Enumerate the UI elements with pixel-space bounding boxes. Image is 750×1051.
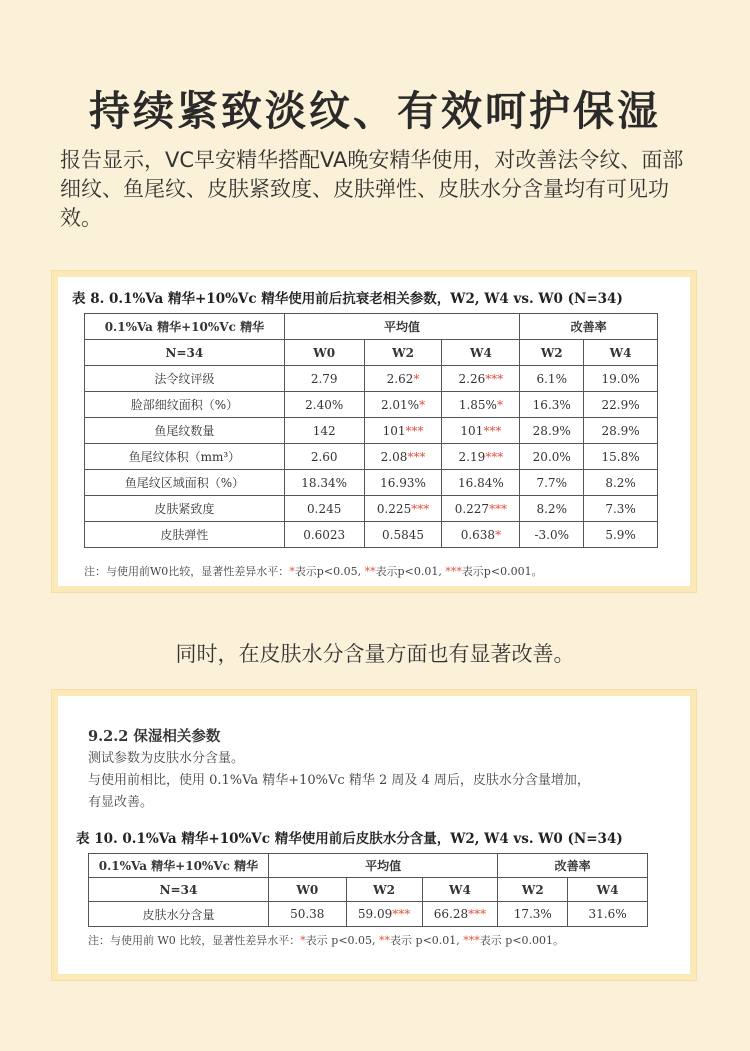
cell-w0: 2.79 [284,366,364,392]
table10-footnote: 注：与使用前 W0 比较，显著性差异水平：*表示 p<0.05, **表示 p<0.01, ***表示 p<0.001。 [88,934,565,947]
table8-footnote: 注：与使用前W0比较，显著性差异水平：*表示p<0.05, **表示p<0.01, ***表示p<0.001。 [84,565,543,578]
header-w4: W4 [422,878,498,902]
cell-w2: 2.08*** [364,444,442,470]
header-w0: W0 [268,878,346,902]
table-row [85,496,658,522]
hydration-intro: 同时，在皮肤水分含量方面也有显著改善。 [175,642,575,666]
row-name: 皮肤水分含量 [89,902,269,927]
header-improve-w2: W2 [520,340,584,366]
table-row [85,522,658,548]
cell-improve-w4: 19.0% [584,366,658,392]
row-name: 鱼尾纹体积（mm³） [85,444,285,470]
row-name: 皮肤弹性 [85,522,285,548]
cell-w4: 101*** [442,418,520,444]
row-name: 法令纹评级 [85,366,285,392]
row-name: 鱼尾纹区域面积（%） [85,470,285,496]
cell-improve-w2: 6.1% [520,366,584,392]
section-heading: 9.2.2 保湿相关参数 [88,728,221,745]
cell-w2: 101*** [364,418,442,444]
cell-improve-w2: 16.3% [520,392,584,418]
table-row [89,902,648,927]
cell-improve-w2: 17.3% [498,902,568,927]
table10-caption: 表 10. 0.1%Va 精华+10%Vc 精华使用前后皮肤水分含量，W2, W4 vs. W0 (N=34) [76,831,623,847]
cell-w0: 50.38 [268,902,346,927]
cell-w0: 142 [284,418,364,444]
cell-improve-w2: -3.0% [520,522,584,548]
cell-improve-w4: 7.3% [584,496,658,522]
table8-card [58,277,690,586]
cell-w4: 16.84% [442,470,520,496]
cell-w4: 2.19*** [442,444,520,470]
row-name: 脸部细纹面积（%） [85,392,285,418]
header-average: 平均值 [284,314,520,340]
cell-w4: 2.26*** [442,366,520,392]
cell-improve-w2: 20.0% [520,444,584,470]
cell-w2: 0.5845 [364,522,442,548]
cell-improve-w4: 31.6% [568,902,648,927]
cell-w0: 2.40% [284,392,364,418]
section-body: 测试参数为皮肤水分含量。 与使用前相比，使用 0.1%Va 精华+10%Vc 精华 2 周及 4 周后，皮肤水分含量增加， 有显改善。 [88,751,590,810]
header-average: 平均值 [268,854,497,878]
header-w4: W4 [442,340,520,366]
cell-w0: 0.245 [284,496,364,522]
cell-w2: 2.62* [364,366,442,392]
row-name: 皮肤紧致度 [85,496,285,522]
cell-improve-w4: 8.2% [584,470,658,496]
header-improvement: 改善率 [520,314,658,340]
header-n: N=34 [89,878,269,902]
cell-improve-w4: 28.9% [584,418,658,444]
anti-aging-table [84,313,658,548]
intro-paragraph: 报告显示，VC早安精华搭配VA晚安精华使用，对改善法令纹、面部细纹、鱼尾纹、皮肤紧致度、皮肤弹性、皮肤水分含量均有可见功效。 [60,148,684,230]
page-title: 持续紧致淡纹、有效呵护保湿 [89,87,661,135]
cell-w0: 18.34% [284,470,364,496]
header-w0: W0 [284,340,364,366]
header-improvement: 改善率 [498,854,648,878]
cell-w0: 2.60 [284,444,364,470]
cell-improve-w4: 5.9% [584,522,658,548]
row-name: 鱼尾纹数量 [85,418,285,444]
cell-improve-w4: 22.9% [584,392,658,418]
cell-improve-w4: 15.8% [584,444,658,470]
cell-w4: 0.638* [442,522,520,548]
cell-w2: 0.225*** [364,496,442,522]
header-n: N=34 [85,340,285,366]
header-w2: W2 [346,878,422,902]
cell-w2: 16.93% [364,470,442,496]
header-product: 0.1%Va 精华+10%Vc 精华 [89,854,269,878]
header-improve-w4: W4 [584,340,658,366]
header-improve-w4: W4 [568,878,648,902]
cell-w2: 2.01%* [364,392,442,418]
cell-w2: 59.09*** [346,902,422,927]
table-row [85,444,658,470]
hydration-table [88,853,648,927]
table-row [85,366,658,392]
cell-improve-w2: 28.9% [520,418,584,444]
cell-improve-w2: 8.2% [520,496,584,522]
cell-improve-w2: 7.7% [520,470,584,496]
cell-w0: 0.6023 [284,522,364,548]
cell-w4: 0.227*** [442,496,520,522]
table-row [85,392,658,418]
table-row [85,418,658,444]
cell-w4: 66.28*** [422,902,498,927]
cell-w4: 1.85%* [442,392,520,418]
table8-caption: 表 8. 0.1%Va 精华+10%Vc 精华使用前后抗衰老相关参数，W2, W4 vs. W0 (N=34) [72,291,623,307]
header-improve-w2: W2 [498,878,568,902]
header-w2: W2 [364,340,442,366]
table-row [85,470,658,496]
table10-card [58,696,690,974]
header-product: 0.1%Va 精华+10%Vc 精华 [85,314,285,340]
